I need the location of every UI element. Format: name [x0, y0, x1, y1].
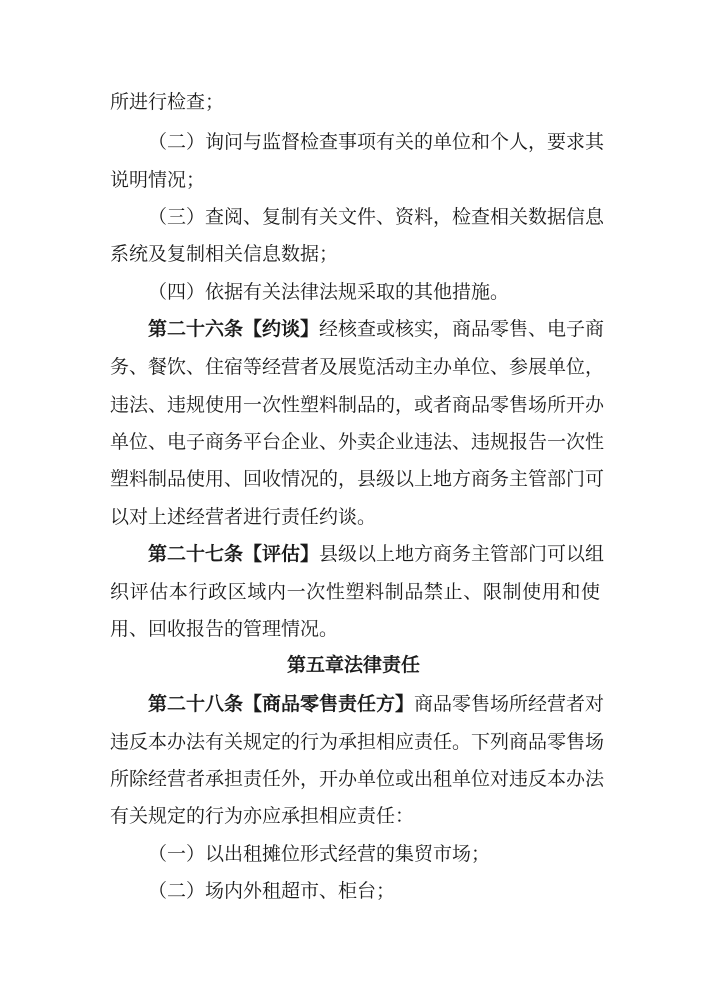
article-26-title: 第二十六条【约谈】	[148, 318, 320, 340]
text-line: （三）查阅、复制有关文件、资料，检查相关数据信息	[148, 206, 605, 228]
chapter-heading: 第五章法律责任	[286, 654, 420, 676]
text-line: 违反本办法有关规定的行为承担相应责任。下列商品零售场	[110, 731, 605, 753]
article-27-title: 第二十七条【评估】	[148, 543, 320, 565]
text-line: 务、餐饮、住宿等经营者及展览活动主办单位、参展单位，	[110, 356, 605, 378]
text-line: （二）询问与监督检查事项有关的单位和个人，要求其	[148, 131, 605, 153]
article-28-title: 第二十八条【商品零售责任方】	[148, 693, 415, 715]
text-line: 违法、违规使用一次性塑料制品的，或者商品零售场所开办	[110, 394, 605, 416]
text-line: （四）依据有关法律法规采取的其他措施。	[148, 281, 510, 303]
article-27-first-line	[148, 541, 605, 567]
article-27-text: 县级以上地方商务主管部门可以组	[319, 543, 605, 565]
article-26-text: 经核查或核实，商品零售、电子商	[319, 318, 605, 340]
article-28-text: 商品零售场所经营者对	[414, 693, 605, 715]
text-line: 有关规定的行为亦应承担相应责任：	[110, 805, 415, 827]
article-28-first-line	[148, 691, 605, 717]
text-line: 系统及复制相关信息数据；	[110, 243, 339, 265]
text-line: 单位、电子商务平台企业、外卖企业违法、违规报告一次性	[110, 431, 605, 453]
text-line: 织评估本行政区域内一次性塑料制品禁止、限制使用和使	[110, 581, 600, 603]
article-26-first-line	[148, 316, 605, 342]
text-line: 所除经营者承担责任外，开办单位或出租单位对违反本办法	[110, 768, 605, 790]
text-line: （一）以出租摊位形式经营的集贸市场；	[148, 843, 491, 865]
text-line: 用、回收报告的管理情况。	[110, 618, 339, 640]
text-line: （二）场内外租超市、柜台；	[148, 880, 396, 902]
text-line: 以对上述经营者进行责任约谈。	[110, 506, 377, 528]
text-line: 所进行检查；	[110, 91, 225, 113]
text-line: 说明情况；	[110, 169, 206, 191]
text-line: 塑料制品使用、回收情况的，县级以上地方商务主管部门可	[110, 468, 605, 490]
